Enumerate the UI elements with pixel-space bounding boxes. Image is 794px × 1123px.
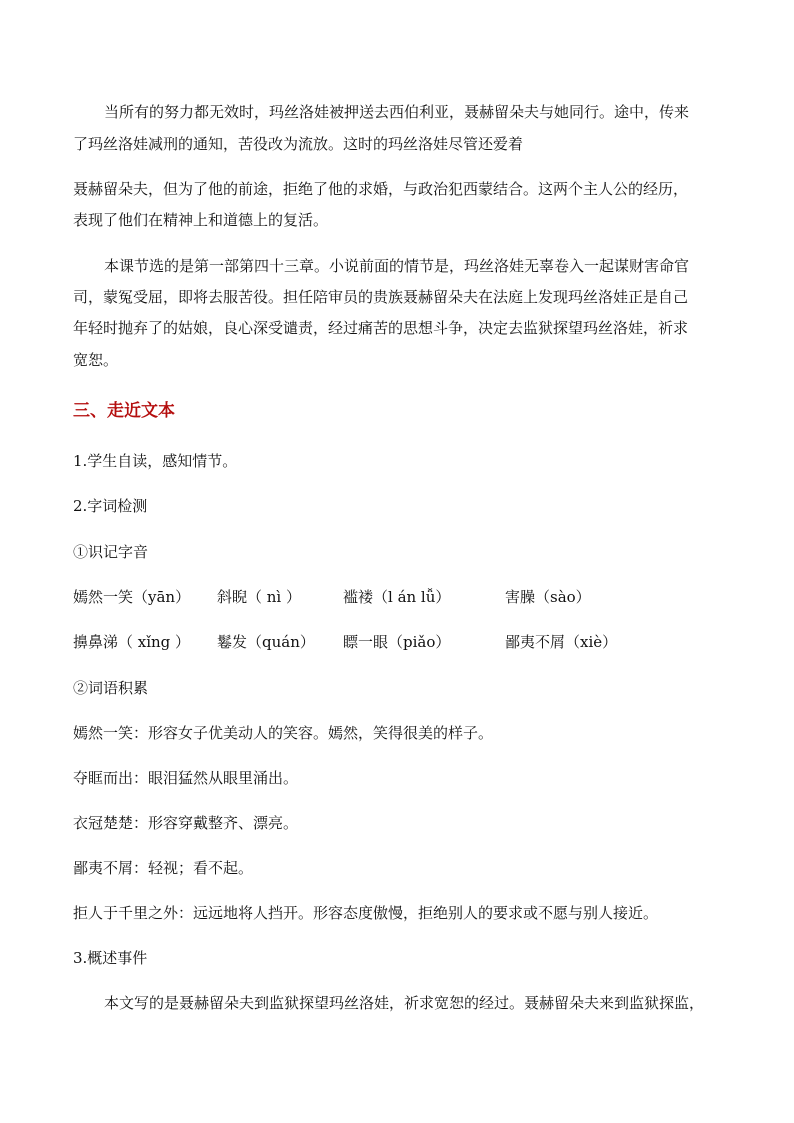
para3-line2: 司，蒙冤受屈，即将去服苦役。担任陪审员的贵族聂赫留朵夫在法庭上发现玛丝洛娃正是自己 [73,288,689,306]
para2-line1: 聂赫留朵夫，但为了他的前途，拒绝了他的求婚，与政治犯西蒙结合。这两个主人公的经历， [73,180,689,198]
para1-line1: 当所有的努力都无效时，玛丝洛娃被押送去西伯利亚，聂赫留朵夫与她同行。途中，传来 [104,103,690,121]
pinyin-word: 害臊（sào） [505,588,591,606]
sub2-text: ②词语积累 [73,679,149,697]
item1-text: 1.学生自读，感知情节。 [73,452,238,470]
pinyin-word: 褴褛（l án lǚ） [343,588,451,606]
vocab-item: 衣冠楚楚：形容穿戴整齐、漂亮。 [73,814,299,832]
vocab-item: 拒人于千里之外：远远地将人挡开。形容态度傲慢，拒绝别人的要求或不愿与别人接近。 [73,904,659,922]
para4-line1: 本文写的是聂赫留朵夫到监狱探望玛丝洛娃，祈求宽恕的经过。聂赫留朵夫来到监狱探监， [104,994,705,1012]
section-heading: 三、走近文本 [73,401,175,421]
pinyin-word: 鬈发（quán） [217,633,315,651]
pinyin-word: 斜睨（ nì ） [217,588,301,606]
vocab-item: 嫣然一笑：形容女子优美动人的笑容。嫣然，笑得很美的样子。 [73,724,494,742]
item3-text: 3.概述事件 [73,949,148,967]
para1-line2: 了玛丝洛娃减刑的通知，苦役改为流放。这时的玛丝洛娃尽管还爱着 [73,135,524,153]
pinyin-word: 鄙夷不屑（xiè） [505,633,618,651]
vocab-item: 夺眶而出：眼泪猛然从眼里涌出。 [73,769,299,787]
pinyin-word: 嫣然一笑（yān） [73,588,191,606]
para3-line4: 宽恕。 [73,351,119,369]
sub1-text: ①识记字音 [73,543,149,561]
pinyin-word: 擤鼻涕（ xǐng ） [73,633,191,651]
item2-text: 2.字词检测 [73,497,148,515]
para2-line2: 表现了他们在精神上和道德上的复活。 [73,211,329,229]
vocab-item: 鄙夷不屑：轻视；看不起。 [73,859,254,877]
para3-line3: 年轻时抛弃了的姑娘，良心深受谴责，经过痛苦的思想斗争，决定去监狱探望玛丝洛娃，祈求 [73,319,689,337]
pinyin-word: 瞟一眼（piǎo） [343,633,451,651]
para3-line1: 本课节选的是第一部第四十三章。小说前面的情节是，玛丝洛娃无辜卷入一起谋财害命官 [104,257,690,275]
